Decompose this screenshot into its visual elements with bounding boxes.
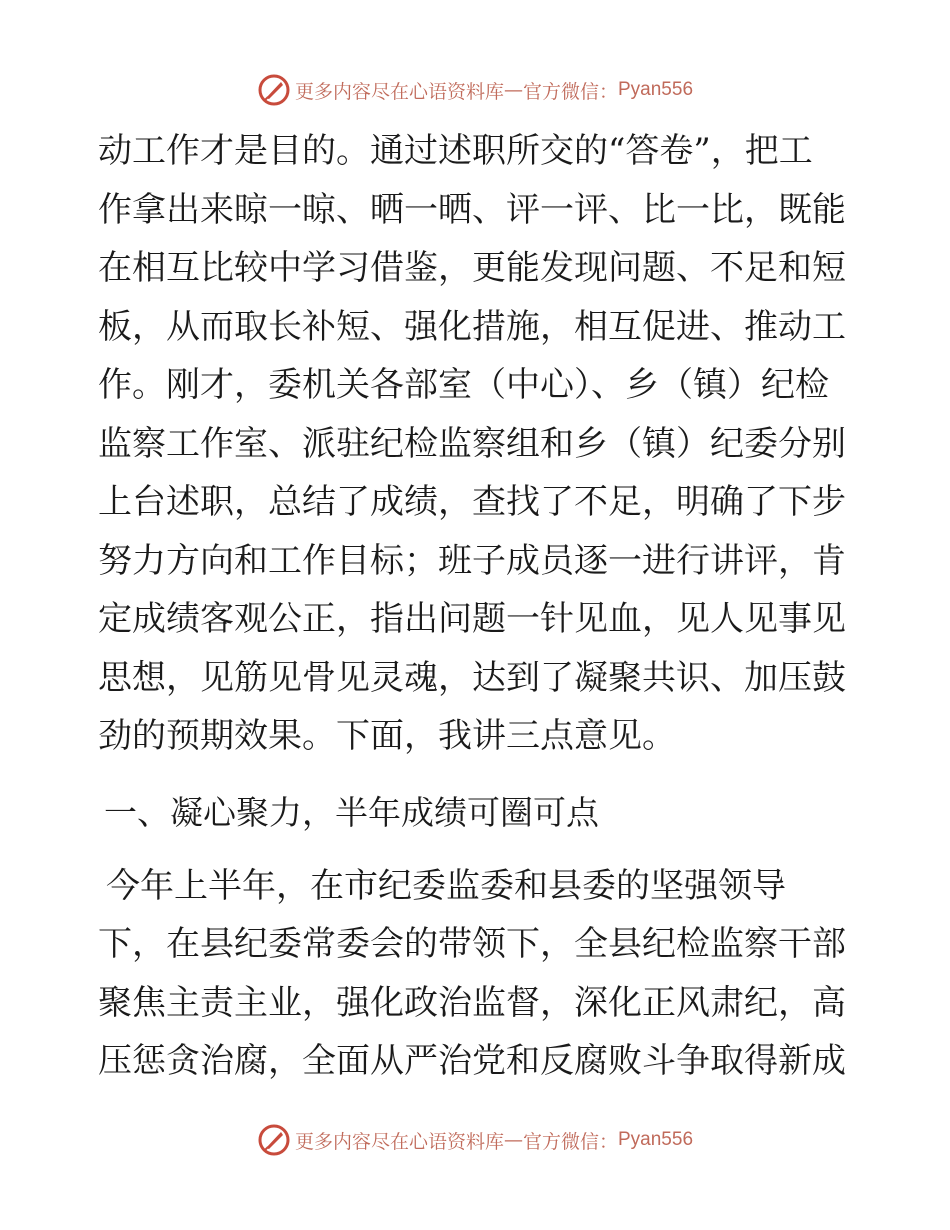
feather-pen-circle-icon bbox=[257, 1123, 291, 1157]
document-body bbox=[98, 122, 858, 1091]
text-line: 在相互比较中学习借鉴，更能发现问题、不足和短 bbox=[98, 248, 846, 288]
text-line: 上台述职，总结了成绩，查找了不足，明确了下步 bbox=[98, 482, 846, 522]
watermark-brand-text: 更多内容尽在心语资料库 bbox=[294, 1130, 504, 1153]
text-line: 下，在县纪委常委会的带领下，全县纪检监察干部 bbox=[98, 924, 846, 964]
text-line: 板，从而取长补短、强化措施，相互促进、推动工 bbox=[98, 306, 846, 347]
text-line: 动工作才是目的。通过述职所交的“答卷”，把工 bbox=[98, 131, 813, 171]
watermark-wechat-id: Pyan556 bbox=[618, 79, 694, 100]
text-line: 作拿出来晾一晾、晒一晒、评一评、比一比，既能 bbox=[98, 189, 846, 230]
header-watermark bbox=[0, 70, 950, 110]
watermark-wechat-label: 官方微信： bbox=[522, 1130, 618, 1153]
footer-watermark bbox=[0, 1120, 950, 1160]
watermark-wechat-label: 官方微信： bbox=[522, 80, 618, 103]
paragraph-1 bbox=[98, 122, 858, 766]
watermark-wechat-id: Pyan556 bbox=[618, 1129, 694, 1150]
text-line: 作。刚才，委机关各部室（中心）、乡（镇）纪检 bbox=[98, 365, 829, 405]
watermark-brand-text: 更多内容尽在心语资料库 bbox=[294, 80, 504, 103]
watermark-separator: — bbox=[503, 1129, 523, 1151]
feather-pen-circle-icon bbox=[257, 73, 291, 107]
text-line: 压惩贪治腐，全面从严治党和反腐败斗争取得新成 bbox=[98, 1041, 846, 1081]
section-heading: 一、凝心聚力，半年成绩可圈可点 bbox=[104, 792, 599, 832]
watermark-separator: — bbox=[503, 79, 523, 101]
text-line: 努力方向和工作目标；班子成员逐一进行讲评，肯 bbox=[98, 540, 846, 581]
text-line: 今年上半年，在市纪委监委和县委的坚强领导 bbox=[106, 865, 786, 906]
text-line: 定成绩客观公正，指出问题一针见血，见人见事见 bbox=[98, 599, 846, 639]
text-line: 聚焦主责主业，强化政治监督，深化正风肃纪，高 bbox=[98, 982, 846, 1023]
text-line: 监察工作室、派驻纪检监察组和乡（镇）纪委分别 bbox=[98, 423, 846, 464]
paragraph-2 bbox=[98, 857, 858, 1091]
text-line: 劲的预期效果。下面，我讲三点意见。 bbox=[98, 716, 676, 756]
text-line: 思想，见筋见骨见灵魂，达到了凝聚共识、加压鼓 bbox=[98, 657, 846, 698]
